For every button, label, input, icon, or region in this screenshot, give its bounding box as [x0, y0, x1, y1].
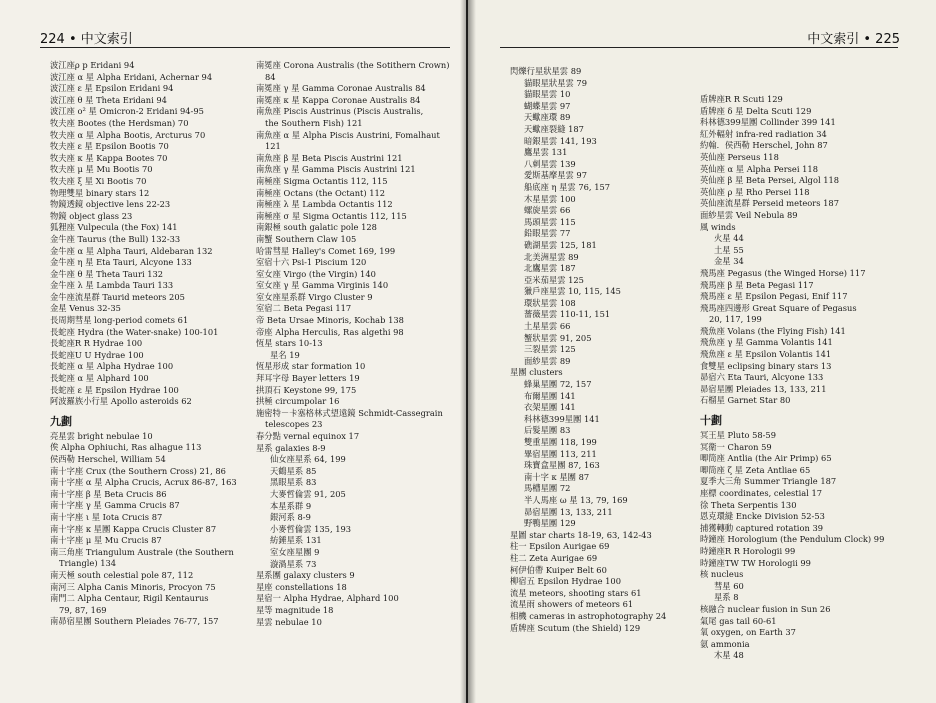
section-heading: 十劃 [700, 414, 722, 428]
index-subentry: 蝴蝶星雲 97 [524, 100, 571, 111]
index-entry: 紅外輻射 infra-red radiation 34 [700, 128, 827, 139]
index-column-2 [256, 60, 449, 628]
index-entry: 波江座 ε 星 Epsilon Eridani 94 [50, 83, 174, 94]
index-subentry: 土星星雲 66 [524, 321, 571, 332]
index-subentry: 半人馬座 ω 星 13, 79, 169 [524, 494, 628, 505]
index-entry: 物鏡透鏡 objective lens 22-23 [50, 199, 171, 210]
index-subentry: 環狀星雲 108 [524, 297, 576, 308]
index-entry: 牧夫座 Bootes (the Herdsman) 70 [50, 117, 189, 128]
index-entry: 南十字座 α 星 Alpha Crucis, Acrux 86-87, 163 [50, 477, 237, 488]
index-entry: 閃爍行星狀星雲 89 [510, 66, 582, 76]
index-entry: 物鏡 object glass 23 [50, 210, 133, 221]
index-entry: 星團 clusters [510, 367, 563, 378]
index-subentry: 本星系群 9 [270, 500, 312, 511]
right-page-header: 中文索引 • 225 [807, 32, 900, 47]
index-entry: 牧夫座 μ 星 Mu Bootis 70 [50, 164, 153, 175]
index-entry: 長蛇座R R Hydrae 100 [50, 338, 143, 349]
index-entry: 星系 galaxies 8-9 [256, 442, 326, 453]
index-subentry: 木星 48 [714, 650, 744, 661]
index-entry: 氣尾 gas tail 60-61 [700, 615, 777, 626]
index-entry: 飛魚座 γ 星 Gamma Volantis 141 [700, 337, 833, 348]
index-entry: 星等 magnitude 18 [256, 604, 334, 615]
index-entry: 盾牌座 Scutum (the Shield) 129 [510, 622, 641, 633]
index-entry: 星宿一 Alpha Hydrae, Alphard 100 [256, 593, 399, 604]
index-entry: 恆星 stars 10-13 [256, 338, 323, 349]
index-entry: 20, 117, 199 [709, 314, 762, 325]
index-entry: 柱二 Zeta Aurigae 69 [510, 552, 598, 563]
index-entry: 食雙星 eclipsing binary stars 13 [700, 360, 832, 371]
index-entry: telescopes 23 [265, 419, 323, 430]
index-entry: 121 [265, 141, 281, 152]
index-entry: 昴宿星團 Pleiades 13, 133, 211 [700, 383, 827, 394]
index-entry: 室女座 Virgo (the Virgin) 140 [256, 268, 376, 279]
index-entry: 核融合 nuclear fusion in Sun 26 [700, 603, 831, 614]
index-entry: 南魚座 Piscis Austrinus (Piscis Australis, [256, 106, 424, 117]
index-entry: 室宿十六 Psi-1 Piscium 120 [256, 257, 367, 268]
index-subentry: 珠寶盒星團 87, 163 [524, 460, 600, 471]
index-entry: 長蛇座 α 星 Alpha Hydrae 100 [50, 361, 174, 372]
index-entry: 波江座ρ p Eridani 94 [50, 60, 135, 70]
index-entry: 室宿二 Beta Pegasi 117 [256, 303, 352, 314]
index-subentry: 北美洲星雲 89 [524, 251, 579, 262]
index-entry: 科林德399星團 Collinder 399 141 [700, 117, 836, 128]
index-entry: 長蛇座 α 星 Alphard 100 [50, 373, 149, 384]
index-subentry: 天蠍座裂縫 187 [524, 123, 584, 134]
index-subentry: 螺旋星雲 66 [524, 205, 571, 216]
index-entry: 波江座 α 星 Alpha Eridani, Achernar 94 [50, 71, 213, 82]
index-entry: 飛魚座 ε 星 Epsilon Volantis 141 [700, 349, 832, 360]
index-entry: 唧筒座 ζ 星 Zeta Antliae 65 [700, 464, 811, 475]
index-subentry: 貓眼星狀星雲 79 [524, 77, 587, 88]
index-entry: 波江座 θ 星 Theta Eridani 94 [50, 94, 167, 105]
index-subentry: 馬槽星團 72 [524, 483, 571, 494]
index-entry: 拱極 circumpolar 16 [256, 396, 340, 407]
left-header-rule [40, 47, 450, 48]
index-entry: 南昴宿星團 Southern Pleiades 76-77, 157 [50, 616, 219, 627]
index-entry: 長周期彗星 long-period comets 61 [50, 315, 189, 326]
index-entry: 流星雨 showers of meteors 61 [510, 599, 634, 610]
index-entry: 南極座 λ 星 Lambda Octantis 112 [256, 199, 393, 210]
index-entry: 金牛座 λ 星 Lambda Tauri 133 [50, 280, 174, 291]
index-subentry: 蟹狀星雲 91, 205 [524, 332, 592, 343]
index-entry: 盾牌座R R Scuti 129 [700, 94, 783, 104]
index-entry: 星圖 star charts 18-19, 63, 142-43 [510, 529, 652, 540]
index-entry: 相機 cameras in astrophotography 24 [510, 610, 667, 621]
index-entry: 飛馬座 ε 星 Epsilon Pegasi, Enif 117 [700, 291, 848, 302]
index-subentry: 木星星雲 100 [524, 193, 576, 204]
index-subentry: 小麥哲倫雲 135, 193 [270, 523, 352, 534]
index-entry: 南十字座 ι 星 Iota Crucis 87 [50, 511, 163, 522]
index-entry: 波江座 o² 星 Omicron-2 Eridani 94-95 [50, 106, 204, 117]
index-subentry: 大麥哲倫雲 91, 205 [270, 488, 346, 499]
index-entry: 南蟹 Southern Claw 105 [256, 233, 357, 244]
index-entry: 英仙座 α 星 Alpha Persei 118 [700, 163, 818, 174]
index-subentry: 三裂星雲 125 [524, 344, 576, 355]
index-subentry: 衣架星團 141 [524, 402, 576, 413]
index-entry: 核 nucleus [700, 569, 744, 580]
index-subentry: 獵戶座星雲 10, 115, 145 [524, 286, 621, 297]
index-entry: 亮星雲 bright nebulae 10 [50, 430, 153, 441]
index-entry: 狐狸座 Vulpecula (the Fox) 141 [50, 222, 178, 233]
index-entry: 帝 Beta Ursae Minoris, Kochab 138 [256, 315, 404, 326]
index-entry: 南魚座 α 星 Alpha Piscis Austrini, Fomalhaut [256, 129, 440, 140]
index-entry: 英仙座 Perseus 118 [700, 151, 779, 162]
index-subentry: 室女座星團 9 [270, 546, 320, 557]
index-subentry: 鷹星雲 131 [524, 147, 568, 158]
index-subentry: 土星 55 [714, 244, 744, 255]
index-entry: 石榴星 Garnet Star 80 [700, 395, 791, 406]
index-subentry: 礁湖星雲 125, 181 [524, 239, 597, 250]
index-entry: 金牛座 Taurus (the Bull) 132-33 [50, 233, 181, 244]
index-entry: 南冕座 γ 星 Gamma Coronae Australis 84 [256, 83, 426, 94]
index-subentry: 漩渦星系 73 [270, 558, 317, 569]
section-heading: 九劃 [50, 414, 72, 428]
index-entry: 捕獲轉動 captured rotation 39 [700, 522, 823, 533]
index-entry: 南冕座 κ 星 Kappa Coronae Australis 84 [256, 94, 421, 105]
index-entry: 英仙座流星群 Perseid meteors 187 [700, 198, 839, 209]
index-entry: 拱頂石 Keystone 99, 175 [256, 384, 357, 395]
index-entry: 阿波羅族小行星 Apollo asteroids 62 [50, 396, 192, 407]
index-entry: 長蛇座 Hydra (the Water-snake) 100-101 [50, 326, 219, 337]
index-entry: 唧筒座 Antlia (the Air Primp) 65 [700, 453, 832, 464]
index-subentry: 鉛眼星雲 77 [524, 228, 571, 239]
index-entry: 柯伊伯帶 Kuiper Belt 60 [510, 564, 607, 575]
index-entry: 星雲 nebulae 10 [256, 616, 322, 627]
index-entry: 金牛座 θ 星 Theta Tauri 132 [50, 268, 164, 279]
index-entry: 飛魚座 Volans (the Flying Fish) 141 [700, 325, 846, 336]
index-entry: 冥衛一 Charon 59 [700, 441, 772, 452]
index-entry: 冥王星 Pluto 58-59 [700, 430, 776, 441]
index-entry: 夏季大三角 Summer Triangle 187 [700, 476, 837, 487]
index-entry: 時鐘座TW TW Horologii 99 [700, 557, 811, 568]
index-entry: 牧夫座 ε 星 Epsilon Bootis 70 [50, 141, 169, 152]
index-entry: 南極座 Octans (the Octant) 112 [256, 187, 386, 198]
index-subentry: 蜂巢星團 72, 157 [524, 379, 592, 390]
index-entry: 流星 meteors, shooting stars 61 [510, 587, 642, 598]
index-entry: 南魚座 β 星 Beta Piscis Austrini 121 [256, 152, 403, 163]
index-entry: 牧夫座 ξ 星 Xi Bootis 70 [50, 175, 147, 186]
index-entry: 南門二 Alpha Centaur, Rigil Kentaurus [50, 593, 209, 604]
index-subentry: 火星 44 [714, 233, 744, 244]
index-entry: 南十字座 γ 星 Gamma Crucis 87 [50, 500, 180, 511]
index-entry: 南冕座 Corona Australis (the Sotithern Crown) [256, 60, 450, 70]
index-entry: 施密特－卡塞格林式望遠鏡 Schmidt-Cassegrain [256, 407, 443, 418]
index-entry: 牧夫座 κ 星 Kappa Bootes 70 [50, 152, 168, 163]
index-entry: 南十字座 κ 星團 Kappa Crucis Cluster 87 [50, 523, 217, 534]
index-subentry: 南十字 κ 星團 87 [524, 471, 590, 482]
index-subentry: 天鶴星系 85 [270, 465, 317, 476]
index-entry: 侯西勒 Herschel, William 54 [50, 454, 166, 464]
index-entry: 南極座 Sigma Octantis 112, 115 [256, 175, 388, 186]
index-entry: 飛馬座四邊形 Great Square of Pegasus [700, 302, 857, 313]
index-entry: 南十字座 Crux (the Southern Cross) 21, 86 [50, 465, 226, 476]
index-entry: 室女座 γ 星 Gamma Virginis 140 [256, 280, 389, 291]
index-subentry: 八刺星雲 139 [524, 158, 576, 169]
index-subentry: 亞米茄星雲 125 [524, 274, 584, 285]
index-entry: 英仙座 β 星 Beta Persei, Algol 118 [700, 175, 840, 186]
index-entry: 長蛇座 ε 星 Epsilon Hydrae 100 [50, 384, 179, 395]
index-subentry: 船底座 η 星雲 76, 157 [524, 181, 611, 192]
index-subentry: 金星 34 [714, 256, 744, 267]
index-subentry: 薔薇星雲 110-11, 151 [524, 309, 611, 320]
index-entry: 南十字座 μ 星 Mu Crucis 87 [50, 535, 162, 546]
index-entry: 南十字座 β 星 Beta Crucis 86 [50, 488, 167, 499]
index-subentry: 面紗星雲 89 [524, 355, 571, 366]
index-entry: 金牛座 α 星 Alpha Tauri, Aldebaran 132 [50, 245, 213, 256]
index-entry: 恆星形成 star formation 10 [256, 361, 366, 372]
index-entry: 南河三 Alpha Canis Minoris, Procyon 75 [50, 581, 216, 592]
index-entry: 帝座 Alpha Herculis, Ras algethi 98 [256, 326, 404, 337]
index-subentry: 彗星 60 [714, 580, 744, 591]
index-subentry: 仙女座星系 64, 199 [270, 454, 346, 465]
index-entry: 拜耳字母 Bayer letters 19 [256, 373, 360, 384]
index-subentry: 畢宿星團 113, 211 [524, 448, 597, 459]
index-entry: 氨 ammonia [700, 638, 750, 649]
index-subentry: 昴宿星團 13, 133, 211 [524, 506, 613, 517]
index-entry: 星座 constellations 18 [256, 581, 347, 592]
index-subentry: 紡錘星系 131 [270, 535, 322, 546]
index-subentry: 馬頭星雲 115 [524, 216, 576, 227]
index-entry: 金星 Venus 32-35 [50, 303, 121, 314]
left-page [0, 0, 466, 703]
index-entry: 俟 Alpha Ophiuchi, Ras alhague 113 [50, 442, 202, 453]
index-entry: 84 [265, 71, 276, 82]
left-page-header: 224 • 中文索引 [40, 32, 133, 47]
index-entry: 座標 coordinates, celestial 17 [700, 488, 823, 498]
index-column-3 [510, 66, 666, 634]
index-entry: Triangle) 134 [59, 558, 117, 569]
index-entry: 柳宿五 Epsilon Hydrae 100 [510, 576, 621, 587]
book-gutter [460, 0, 476, 703]
index-entry: 約翰．侯西勒 Herschel, John 87 [700, 140, 828, 151]
index-subentry: 貓眼星雲 10 [524, 89, 571, 100]
index-entry: 金牛座流星群 Taurid meteors 205 [50, 291, 185, 302]
index-subentry: 黑眼星系 83 [270, 477, 317, 488]
index-entry: 面紗星雲 Veil Nebula 89 [700, 209, 798, 220]
index-subentry: 布爾星團 141 [524, 390, 576, 401]
index-entry: 星系團 galaxy clusters 9 [256, 570, 355, 581]
index-entry: 氧 oxygen, on Earth 37 [700, 627, 796, 638]
index-subentry: 星系 8 [714, 592, 739, 603]
index-entry: 牧夫座 α 星 Alpha Bootis, Arcturus 70 [50, 129, 206, 140]
index-entry: 時鐘座R R Horologii 99 [700, 545, 796, 556]
index-entry: 南魚座 γ 星 Gamma Piscis Austrini 121 [256, 164, 416, 175]
index-entry: 徐 Theta Serpentis 130 [700, 499, 797, 510]
index-entry: 物理雙星 binary stars 12 [50, 187, 150, 198]
index-entry: 長蛇座U U Hydrae 100 [50, 349, 144, 360]
index-subentry: 天蠍座環 89 [524, 112, 571, 123]
index-subentry: 野鴨星團 129 [524, 518, 576, 529]
index-entry: 南三角座 Triangulum Australe (the Southern [50, 546, 234, 557]
index-entry: 英仙座 ρ 星 Rho Persei 118 [700, 186, 810, 197]
index-subentry: 暗銀星雲 141, 193 [524, 135, 597, 146]
index-entry: 盾牌座 δ 星 Delta Scuti 129 [700, 105, 812, 116]
index-entry: 哈雷彗星 Halley's Comet 169, 199 [256, 245, 396, 256]
index-entry: 南天極 south celestial pole 87, 112 [50, 569, 194, 580]
index-entry: 南銀極 south galatic pole 128 [256, 222, 377, 233]
index-subentry: 銀河系 8-9 [270, 512, 311, 523]
index-entry: 昴宿六 Eta Tauri, Alcyone 133 [700, 372, 824, 383]
index-entry: 風 winds [700, 221, 736, 232]
index-subentry: 北鷹星雲 187 [524, 263, 576, 274]
index-subentry: 后髮星團 83 [524, 425, 571, 436]
index-column-1 [50, 60, 237, 628]
index-entry: 南極座 σ 星 Sigma Octantis 112, 115 [256, 210, 407, 221]
right-header-rule [500, 47, 898, 48]
index-subentry: 科林德399星團 141 [524, 413, 600, 424]
index-entry: 飛馬座 β 星 Beta Pegasi 117 [700, 279, 814, 290]
index-entry: 時鐘座 Horologium (the Pendulum Clock) 99 [700, 534, 885, 545]
index-entry: 79, 87, 169 [59, 604, 107, 615]
index-subentry: 愛斯基摩星雲 97 [524, 170, 587, 181]
index-entry: 飛馬座 Pegasus (the Winged Horse) 117 [700, 267, 866, 278]
index-subentry: 星名 19 [270, 349, 300, 360]
index-entry: 春分點 vernal equinox 17 [256, 431, 360, 441]
index-entry: 金牛座 η 星 Eta Tauri, Alcyone 133 [50, 257, 192, 268]
index-entry: the Southern Fish) 121 [265, 117, 363, 128]
index-column-4 [700, 94, 884, 662]
index-subentry: 雙重星團 118, 199 [524, 437, 597, 447]
index-entry: 恩克環縫 Encke Division 52-53 [700, 511, 825, 522]
index-entry: 室女座星系群 Virgo Cluster 9 [256, 291, 373, 302]
index-entry: 柱一 Epsilon Aurigae 69 [510, 541, 610, 552]
